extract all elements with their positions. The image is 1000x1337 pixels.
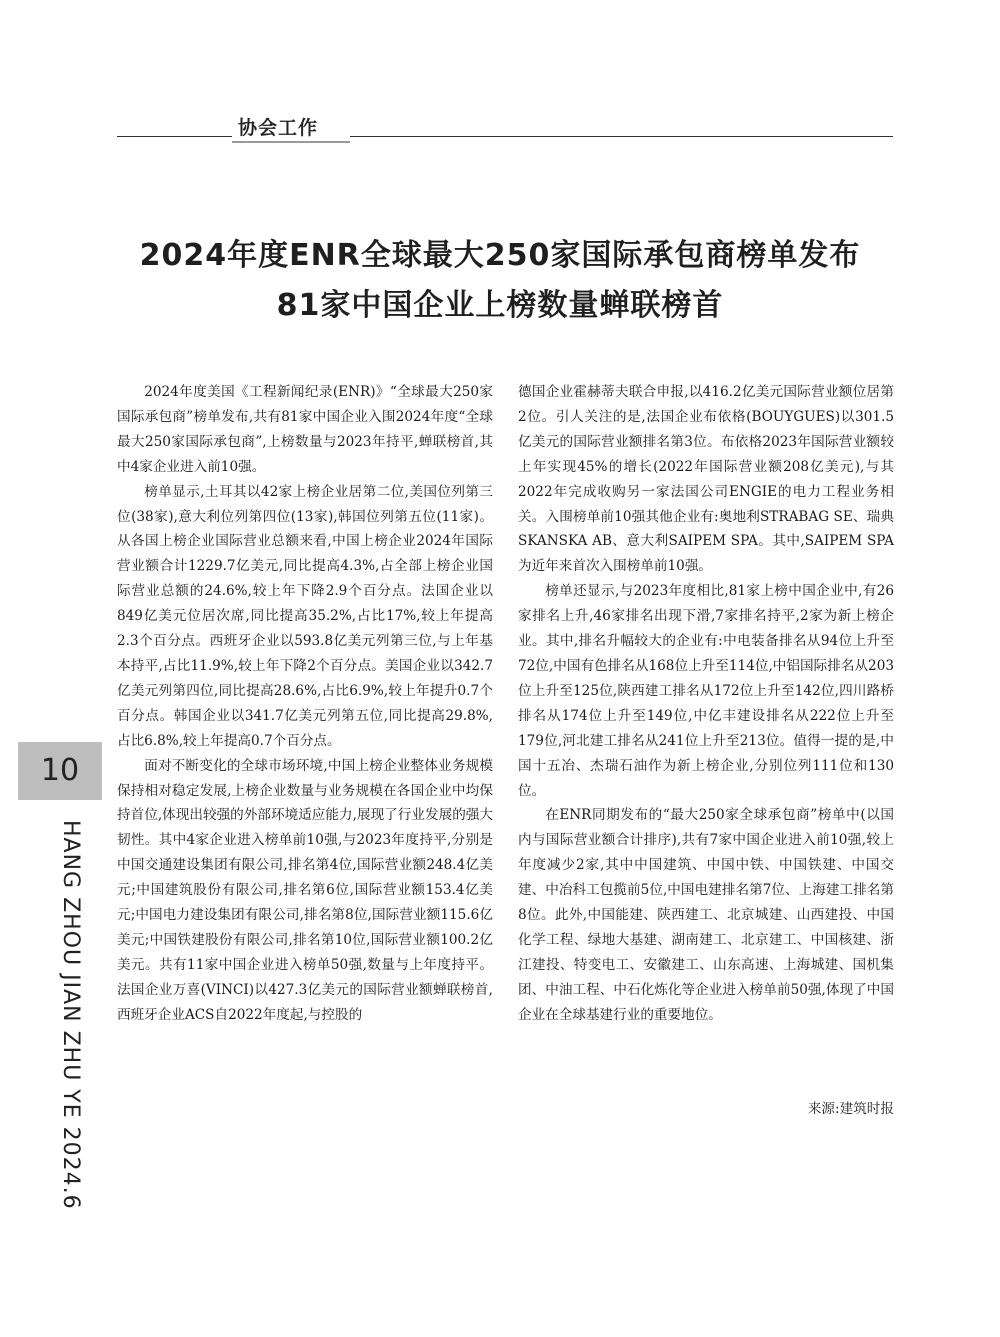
column-right	[518, 380, 894, 1028]
journal-name: HANG ZHOU JIAN ZHU YE 2024.6	[58, 820, 83, 1210]
paragraph: 榜单还显示,与2023年度相比,81家上榜中国企业中,有26家排名上升,46家排名出现下滑,7家排名持平,2家为新上榜企业。其中,排名升幅较大的企业有:中电装备排名从94位上升至72位,中国有色排名从168位上升至114位,中铝国际排名从203位上升至125位,陕西建工排名从172位上升至142位,四川路桥排名从174位上升至149位,中亿丰建设排名从222位上升至179位,河北建工排名从241位上升至213位。值得一提的是,中国十五冶、杰瑞石油作为新上榜企业,分别位列111位和130位。	[518, 583, 894, 799]
paragraph: 在ENR同期发布的“最大250家全球承包商”榜单中(以国内与国际营业额合计排序),共有7家中国企业进入前10强,较上年度减少2家,其中中国建筑、中国中铁、中国铁建、中国交建、中冶科工包揽前5位,中国电建排名第7位、上海建工排名第8位。此外,中国能建、陕西建工、北京城建、山西建投、中国化学工程、绿地大基建、湖南建工、北京建工、中国核建、浙江建投、特变电工、安徽建工、山东高速、上海城建、国机集团、中油工程、中石化炼化等企业进入榜单前50强,体现了中国企业在全球基建行业的重要地位。	[518, 807, 894, 1023]
paragraph: 2024年度美国《工程新闻纪录(ENR)》“全球最大250家国际承包商”榜单发布,共有81家中国企业入围2024年度“全球最大250家国际承包商”,上榜数量与2023年持平,蝉联榜首,其中4家企业进入前10强。	[117, 384, 493, 475]
article-title-line1: 2024年度ENR全球最大250家国际承包商榜单发布	[139, 238, 861, 273]
column-left	[117, 380, 493, 1028]
paragraph-continued: 德国企业霍赫蒂夫联合申报,以416.2亿美元国际营业额位居第2位。引人关注的是,法国企业布依格(BOUYGUES)以301.5亿美元的国际营业额排名第3位。布依格2023年国际营业额较上年实现45%的增长(2022年国际营业额208亿美元),与其2022年完成收购另一家法国公司ENGIE的电力工程业务相关。入围榜单前10强其他企业有:奥地利STRABAG SE、瑞典SKANSKA AB、意大利SAIPEM SPA。其中,SAIPEM SPA为近年来首次入围榜单前10强。	[518, 384, 894, 575]
page-number: 10	[40, 753, 80, 788]
header-rule-left	[117, 136, 232, 137]
header-rule-right	[350, 136, 893, 137]
paragraph: 榜单显示,土耳其以42家上榜企业居第二位,美国位列第三位(38家),意大利位列第四位(13家),韩国位列第五位(11家)。从各国上榜企业国际营业总额来看,中国上榜企业2024年国际营业额合计1229.7亿美元,同比提高4.3%,占全部上榜企业国际营业总额的24.6%,较上年下降2.9个百分点。法国企业以849亿美元位居次席,同比提高35.2%,占比17%,较上年提高2.3个百分点。西班牙企业以593.8亿美元列第三位,与上年基本持平,占比11.9%,较上年下降2个百分点。美国企业以342.7亿美元列第四位,同比提高28.6%,占比6.9%,较上年提升0.7个百分点。韩国企业以341.7亿美元列第五位,同比提高29.8%,占比6.8%,较上年提高0.7个百分点。	[117, 483, 493, 749]
source-credit: 来源:建筑时报	[807, 1101, 894, 1117]
paragraph: 面对不断变化的全球市场环境,中国上榜企业整体业务规模保持相对稳定发展,上榜企业数量与业务规模在各国企业中均保持首位,体现出较强的外部环境适应能力,展现了行业发展的强大韧性。其中4家企业进入榜单前10强,与2023年度持平,分别是中国交通建设集团有限公司,排名第4位,国际营业额248.4亿美元;中国建筑股份有限公司,排名第6位,国际营业额153.4亿美元;中国电力建设集团有限公司,排名第8位,国际营业额115.6亿美元;中国铁建股份有限公司,排名第10位,国际营业额100.2亿美元。共有11家中国企业进入榜单50强,数量与上年度持平。法国企业万喜(VINCI)以427.3亿美元的国际营业额蝉联榜首,西班牙企业ACS自2022年度起,与控股的	[117, 757, 493, 1023]
article-title-line2: 81家中国企业上榜数量蝉联榜首	[276, 288, 724, 323]
section-label: 协会工作	[238, 117, 319, 139]
